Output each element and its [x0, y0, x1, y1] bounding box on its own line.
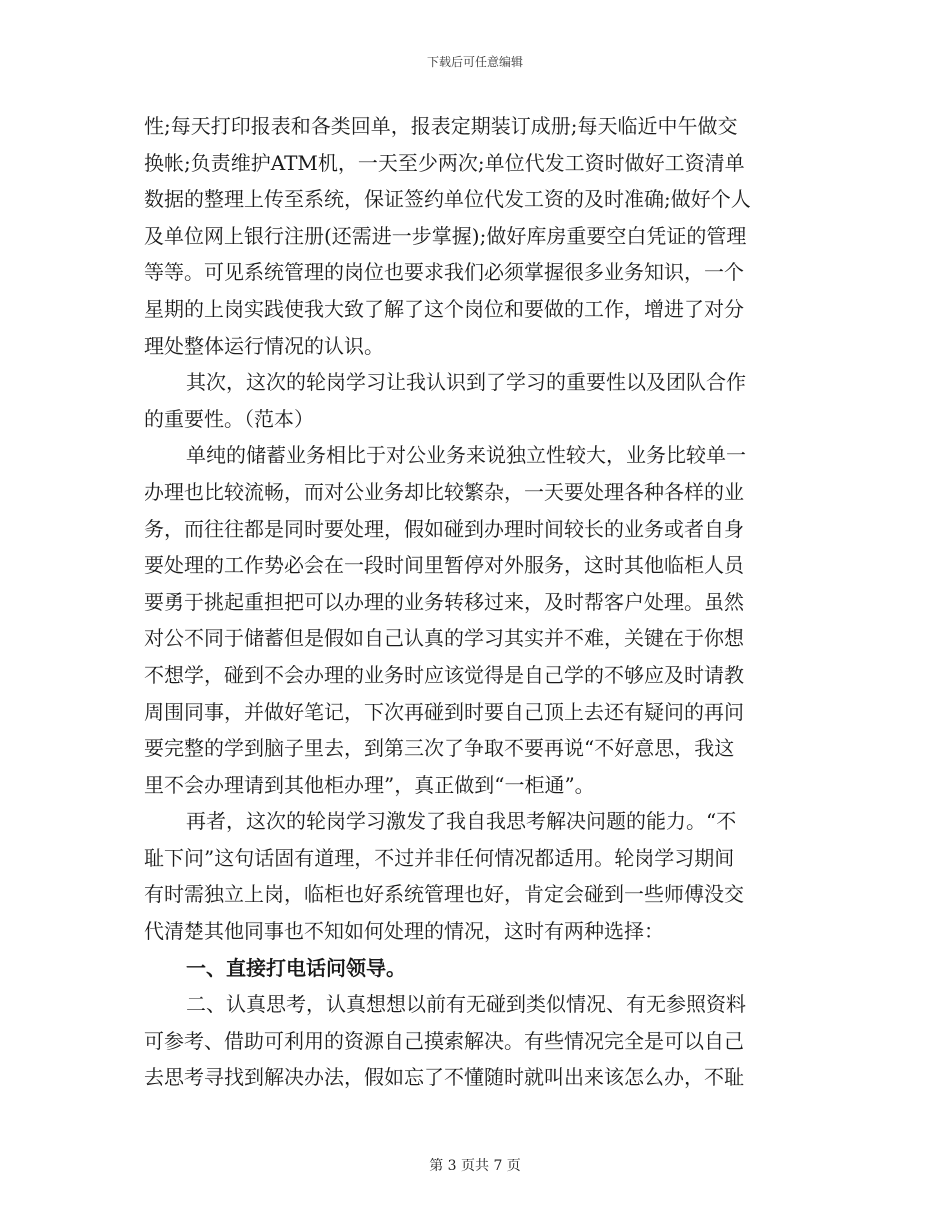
- text-line: 二、认真思考，认真想想以前有无碰到类似情况、有无参照资料: [186, 992, 746, 1017]
- text-line: 代清楚其他同事也不知如何处理的情况，这时有两种选择：: [144, 919, 664, 944]
- page-footer: 第 3 页共 7 页: [429, 1158, 521, 1174]
- text-line: 理处整体运行情况的认识。: [144, 333, 384, 358]
- document-body: [144, 108, 808, 1096]
- text-line: 里不会办理请到其他柜办理”，真正做到“一柜通”。: [144, 772, 595, 797]
- text-line: 星期的上岗实践使我大致了解了这个岗位和要做的工作，增进了对分: [144, 296, 744, 321]
- text-line: 不想学，碰到不会办理的业务时应该觉得是自己学的不够应及时请教: [144, 662, 744, 687]
- text-line: 等等。可见系统管理的岗位也要求我们必须掌握很多业务知识，一个: [144, 260, 744, 285]
- text-line: 要处理的工作势必会在一段时间里暂停对外服务，这时其他临柜人员: [144, 553, 744, 578]
- text-line: 去思考寻找到解决办法，假如忘了不懂随时就叫出来该怎么办，不耻: [144, 1065, 744, 1090]
- text-line: 及单位网上银行注册(还需进一步掌握);做好库房重要空白凭证的管理: [144, 223, 747, 248]
- text-line: 周围同事，并做好笔记，下次再碰到时要自己顶上去还有疑问的再问: [144, 699, 744, 724]
- section-heading-line: 一、直接打电话问领导。: [186, 955, 406, 980]
- text-line: 办理也比较流畅，而对公业务却比较繁杂，一天要处理各种各样的业: [144, 479, 744, 504]
- page-header: 下载后可任意编辑: [426, 55, 523, 69]
- text-line: 耻下问”这句话固有道理，不过并非任何情况都适用。轮岗学习期间: [144, 845, 735, 870]
- text-line: 对公不同于储蓄但是假如自己认真的学习其实并不难，关键在于你想: [144, 626, 744, 651]
- text-line: 可参考、借助可利用的资源自己摸索解决。有些情况完全是可以自己: [144, 1028, 744, 1053]
- text-line: 有时需独立上岗，临柜也好系统管理也好，肯定会碰到一些师傅没交: [144, 882, 744, 907]
- text-line: 数据的整理上传至系统，保证签约单位代发工资的及时准确;做好个人: [144, 187, 751, 212]
- text-line: 要勇于挑起重担把可以办理的业务转移过来，及时帮客户处理。虽然: [144, 589, 744, 614]
- text-line: 换帐;负责维护ATM机，一天至少两次;单位代发工资时做好工资清单: [144, 150, 745, 175]
- text-line: 的重要性。（范本）: [144, 406, 314, 431]
- text-line: 单纯的储蓄业务相比于对公业务来说独立性较大，业务比较单一: [186, 443, 746, 468]
- text-line: 性;每天打印报表和各类回单，报表定期装订成册;每天临近中午做交: [144, 114, 738, 138]
- text-line: 务，而往往都是同时要处理，假如碰到办理时间较长的业务或者自身: [144, 516, 744, 541]
- text-line: 其次，这次的轮岗学习让我认识到了学习的重要性以及团队合作: [186, 370, 746, 395]
- text-line: 要完整的学到脑子里去，到第三次了争取不要再说“不好意思，我这: [144, 736, 735, 761]
- text-line: 再者，这次的轮岗学习激发了我自我思考解决问题的能力。“不: [186, 809, 737, 834]
